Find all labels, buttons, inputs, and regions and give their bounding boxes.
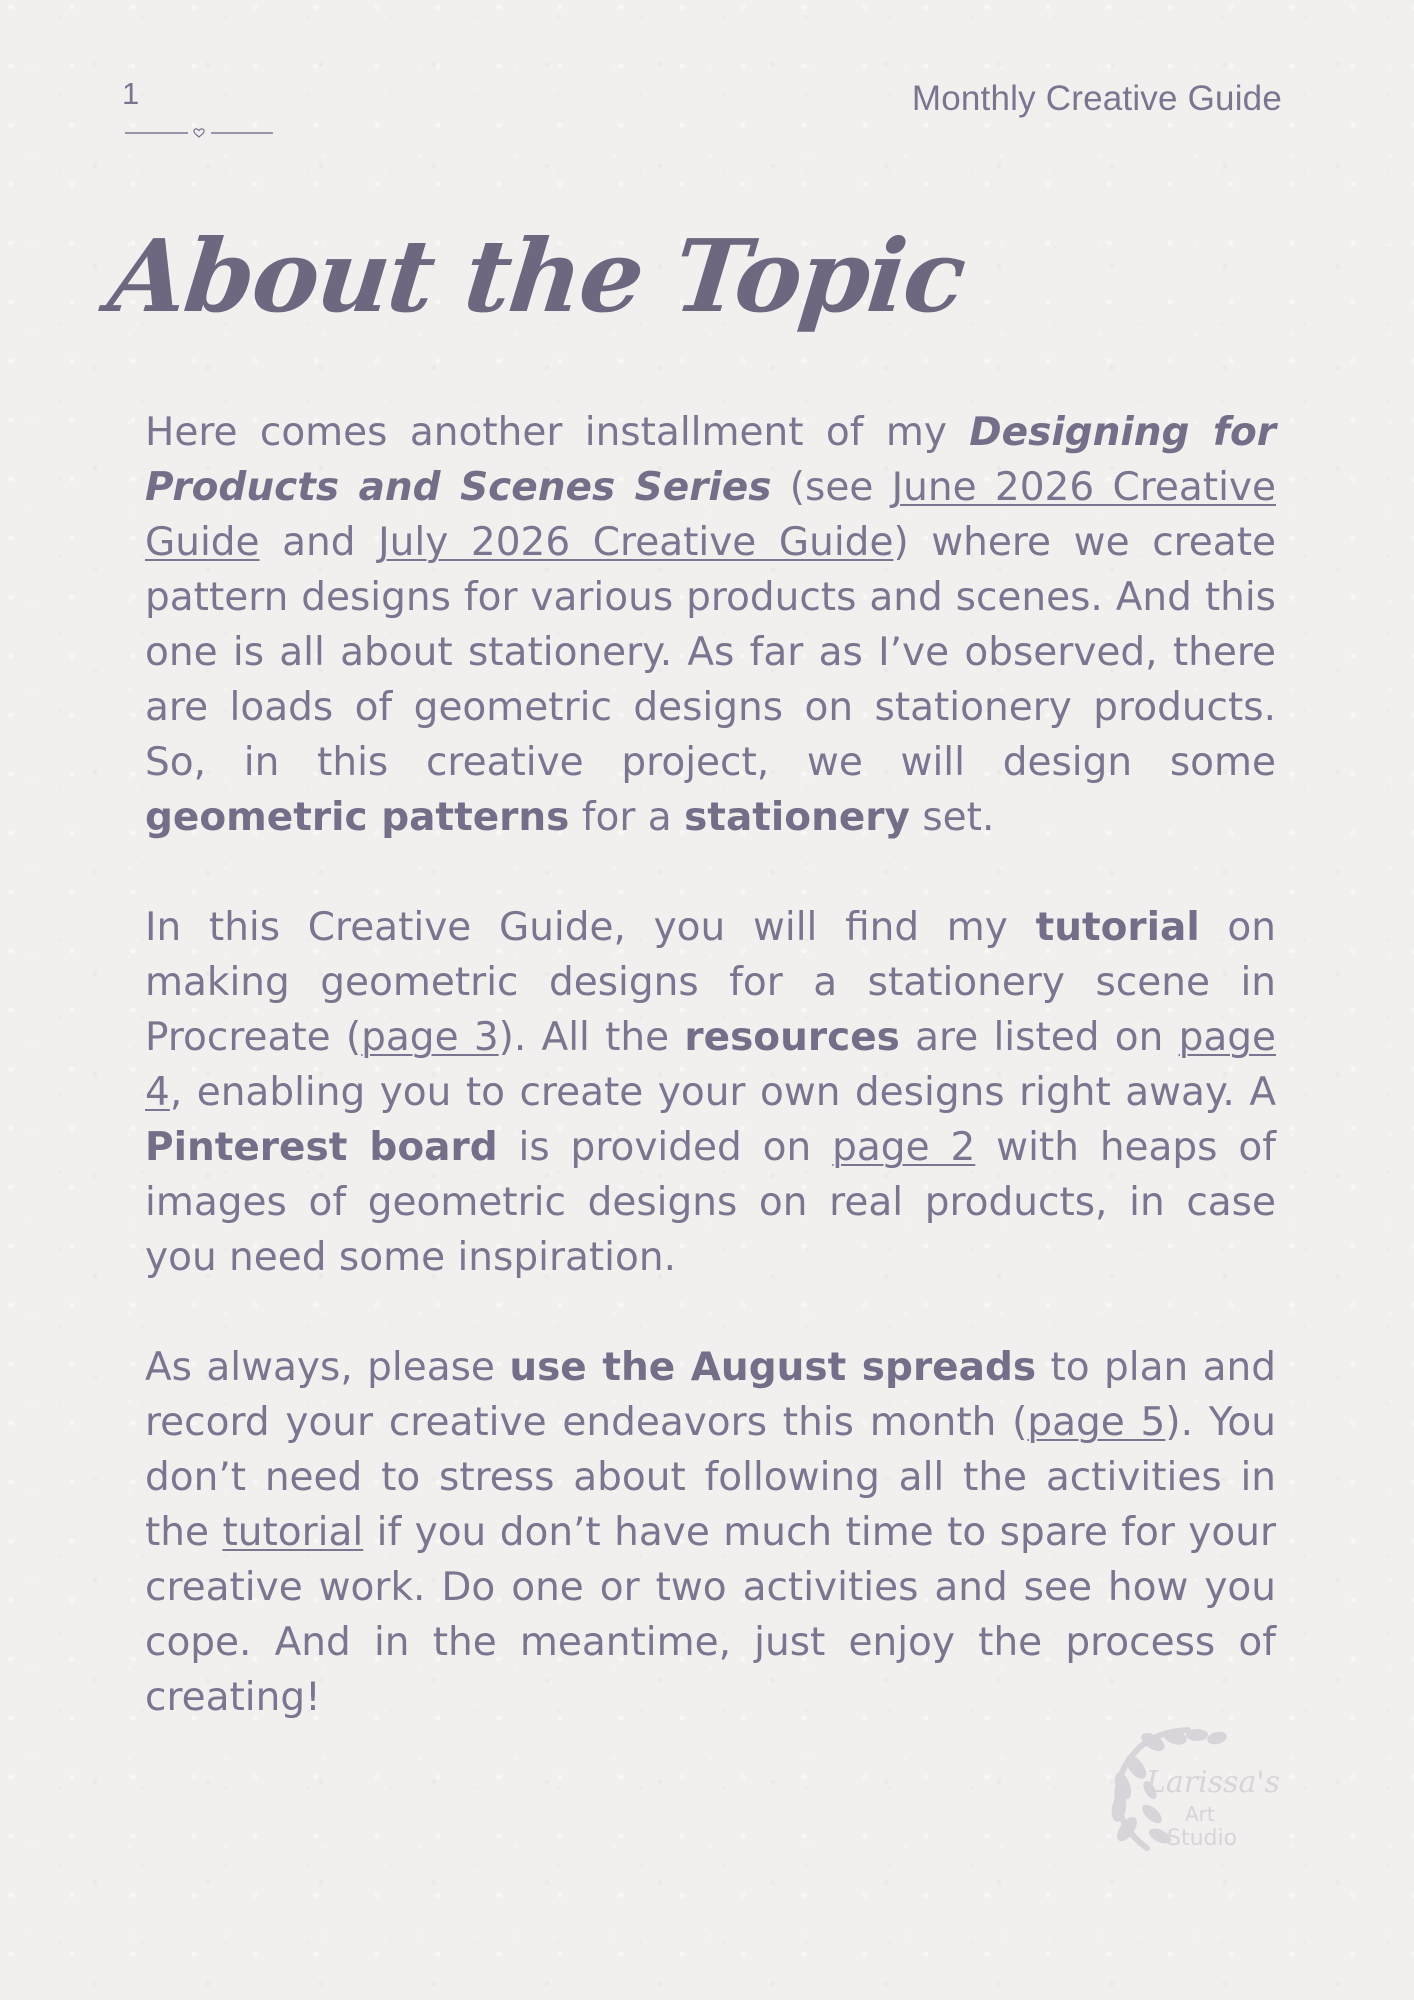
header-title: Monthly Creative Guide — [911, 79, 1282, 118]
page-2-link[interactable]: page 2 — [832, 1125, 976, 1170]
studio-logo — [1092, 1724, 1281, 1872]
guide-text-1: In this Creative Guide, you will find my — [145, 905, 1036, 950]
spreads-text-1: As always, please — [145, 1345, 510, 1390]
logo-studio: Studio — [1167, 1826, 1238, 1851]
guide-text-6: is provided on — [497, 1125, 833, 1170]
intro-text-6: set. — [909, 795, 995, 840]
heart-divider-icon — [125, 127, 273, 139]
intro-text-1: Here comes another installment of my — [145, 410, 970, 455]
paragraph-august-spreads — [145, 1340, 1276, 1725]
logo-art: Art — [1185, 1802, 1215, 1826]
spreads-text-3: ). You don’t need to stress about following all the activities in the — [145, 1400, 1277, 1555]
stationery-emphasis: stationery — [684, 795, 910, 840]
intro-text-2: (see — [771, 465, 892, 510]
spreads-text-2: to plan and record your creative endeavors this month ( — [145, 1345, 1276, 1445]
guide-text-5: , enabling you to create your own designs right away. A — [169, 1070, 1276, 1115]
page-number: 1 — [122, 76, 140, 111]
resources-emphasis: resources — [684, 1015, 900, 1060]
intro-text-3: and — [259, 520, 379, 565]
article-body — [145, 405, 1276, 1780]
page-4-link[interactable]: page 4 — [145, 1015, 1276, 1115]
page-3-link[interactable]: page 3 — [361, 1015, 499, 1060]
paragraph-guide-contents — [145, 900, 1276, 1285]
intro-text-5: for a — [569, 795, 685, 840]
july-guide-link[interactable]: July 2026 Creative Guide — [378, 520, 894, 565]
tutorial-emphasis: tutorial — [1035, 905, 1200, 950]
page-5-link[interactable]: page 5 — [1027, 1400, 1166, 1445]
page-title: About the Topic — [103, 217, 970, 335]
august-spreads-emphasis: use the August spreads — [509, 1345, 1037, 1390]
june-guide-link[interactable]: June 2026 Creative Guide — [145, 465, 1276, 565]
guide-text-7: with heaps of images of geometric designs on real products, in case you need some inspiration. — [145, 1125, 1276, 1280]
logo-name: Larissa's — [1146, 1765, 1281, 1800]
intro-text-4: ) where we create pattern designs for various products and scenes. And this one is all about stationery. As far as I’ve observed, there are loads of geometric designs on stationery products. So, in this creative project, we will design some — [145, 520, 1276, 785]
spreads-text-4: if you don’t have much time to spare for your creative work. Do one or two activities and see how you cope. And in the meantime, just enjoy the process of creating! — [145, 1510, 1276, 1720]
geometric-patterns-emphasis: geometric patterns — [145, 795, 570, 840]
guide-text-2: on making geometric designs for a stationery scene in Procreate ( — [145, 905, 1276, 1060]
pinterest-board-emphasis: Pinterest board — [145, 1125, 498, 1170]
guide-text-3: ). All the — [498, 1015, 685, 1060]
guide-text-4: are listed on — [899, 1015, 1179, 1060]
tutorial-link[interactable]: tutorial — [222, 1510, 364, 1555]
paragraph-intro — [145, 405, 1276, 845]
series-name: Designing for Products and Scenes Series — [145, 410, 1276, 510]
